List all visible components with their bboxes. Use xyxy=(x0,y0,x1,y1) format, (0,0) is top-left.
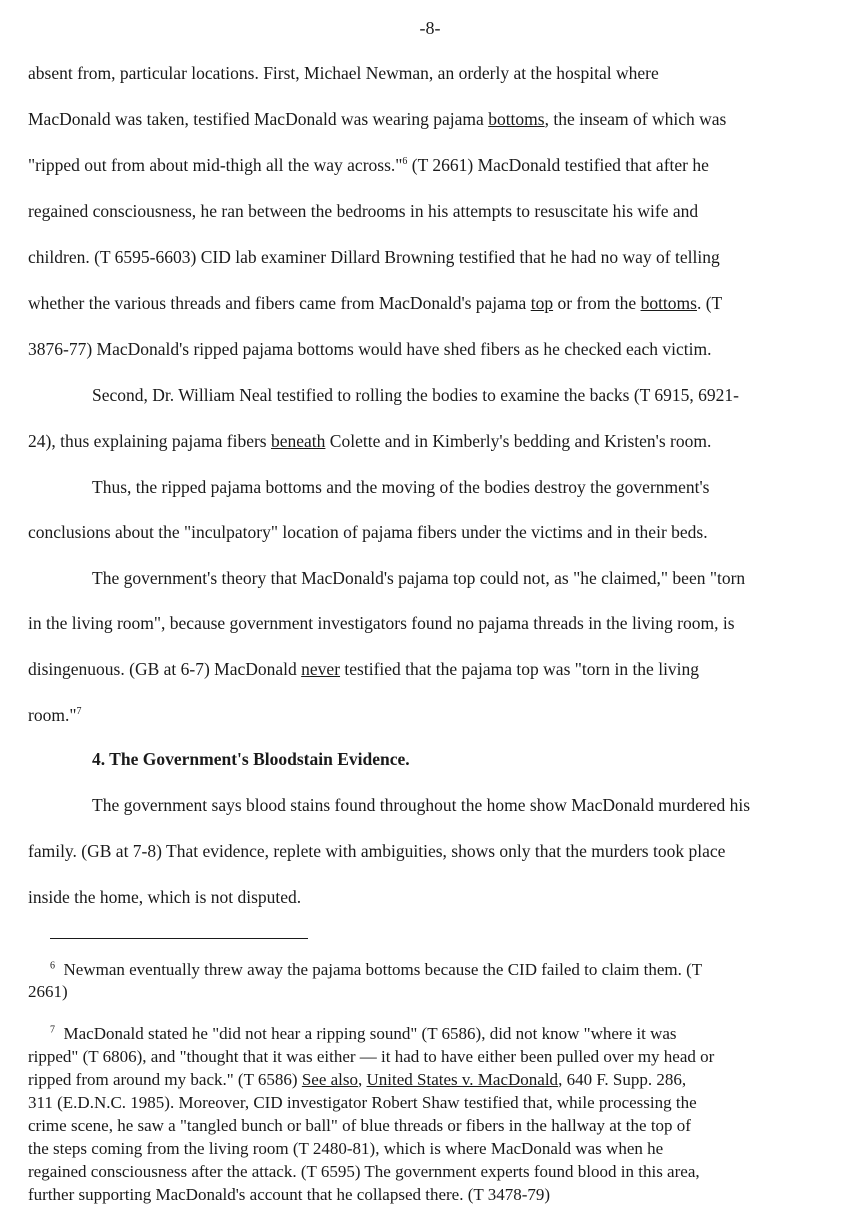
case-citation: United States v. MacDonald xyxy=(366,1070,559,1089)
body-line: absent from, particular locations. First, Michael Newman, an orderly at the hospital where xyxy=(28,63,659,83)
footnote-line: 311 (E.D.N.C. 1985). Moreover, CID investigator Robert Shaw testified that, while processing the xyxy=(28,1093,697,1112)
emphasis: never xyxy=(301,659,341,679)
body-line: "ripped out from about mid-thigh all the way across."$^6$ (T 2661) MacDonald testified that after he xyxy=(28,155,709,175)
footnote-6: $^6$ Newman eventually threw away the pajama bottoms because the CID failed to claim them. (T xyxy=(50,960,703,979)
footnote-mark: 6 xyxy=(50,960,55,972)
footnote-divider xyxy=(50,938,308,939)
footnote-7: $^7$ MacDonald stated he "did not hear a ripping sound" (T 6586), did not know "where it was xyxy=(50,1024,677,1043)
emphasis: top xyxy=(530,293,554,313)
emphasis: beneath xyxy=(271,431,326,451)
body-line: MacDonald was taken, testified MacDonald was wearing pajama bottoms, the inseam of which was xyxy=(28,109,727,129)
footnote-ref-7: 7 xyxy=(76,706,82,718)
footnote-line: 2661) xyxy=(28,982,68,1001)
page-number: -8- xyxy=(419,18,441,38)
body-line: 3876-77) MacDonald's ripped pajama bottoms would have shed fibers as he checked each victim. xyxy=(28,339,712,359)
body-line: inside the home, which is not disputed. xyxy=(28,887,302,907)
body-line: Second, Dr. William Neal testified to rolling the bodies to examine the backs (T 6915, 6921- xyxy=(92,385,739,405)
footnote-line: further supporting MacDonald's account that he collapsed there. (T 3478-79) xyxy=(28,1185,551,1204)
footnote-line: regained consciousness after the attack. (T 6595) The government experts found blood in this area, xyxy=(28,1162,700,1181)
body-line: whether the various threads and fibers came from MacDonald's pajama top or from the bottoms. (T xyxy=(28,293,723,313)
body-line: regained consciousness, he ran between the bedrooms in his attempts to resuscitate his wife and xyxy=(28,201,699,221)
body-line: Thus, the ripped pajama bottoms and the moving of the bodies destroy the government's xyxy=(92,477,710,497)
citation-signal: See also xyxy=(301,1070,359,1089)
body-line: conclusions about the "inculpatory" location of pajama fibers under the victims and in their beds. xyxy=(28,522,708,542)
body-line: in the living room", because government investigators found no pajama threads in the living room, is xyxy=(28,613,735,633)
body-line: 24), thus explaining pajama fibers beneath Colette and in Kimberly's bedding and Kristen's room. xyxy=(28,431,712,451)
footnote-line: ripped" (T 6806), and "thought that it was either — it had to have either been pulled over my head or xyxy=(28,1047,715,1066)
body-line: The government's theory that MacDonald's pajama top could not, as "he claimed," been "torn xyxy=(92,568,746,588)
footnote-line: ripped from around my back." (T 6586) See also, United States v. MacDonald, 640 F. Supp. 286, xyxy=(28,1070,687,1089)
footnote-line: the steps coming from the living room (T 2480-81), which is where MacDonald was when he xyxy=(28,1139,664,1158)
emphasis: bottoms xyxy=(640,293,697,313)
body-line: disingenuous. (GB at 6-7) MacDonald never testified that the pajama top was "torn in the living xyxy=(28,659,700,679)
footnote-ref-6: 6 xyxy=(402,156,408,168)
body-line: room."$^7$ xyxy=(28,705,82,725)
footnote-line: crime scene, he saw a "tangled bunch or ball" of blue threads or fibers in the hallway at the top of xyxy=(28,1116,691,1135)
section-heading: 4. The Government's Bloodstain Evidence. xyxy=(92,749,410,769)
body-line: The government says blood stains found throughout the home show MacDonald murdered his xyxy=(92,795,751,815)
body-line: family. (GB at 7-8) That evidence, replete with ambiguities, shows only that the murders took place xyxy=(28,841,726,861)
emphasis: bottoms xyxy=(488,109,545,129)
body-line: children. (T 6595-6603) CID lab examiner Dillard Browning testified that he had no way of telling xyxy=(28,247,720,267)
footnote-mark: 7 xyxy=(50,1024,55,1036)
